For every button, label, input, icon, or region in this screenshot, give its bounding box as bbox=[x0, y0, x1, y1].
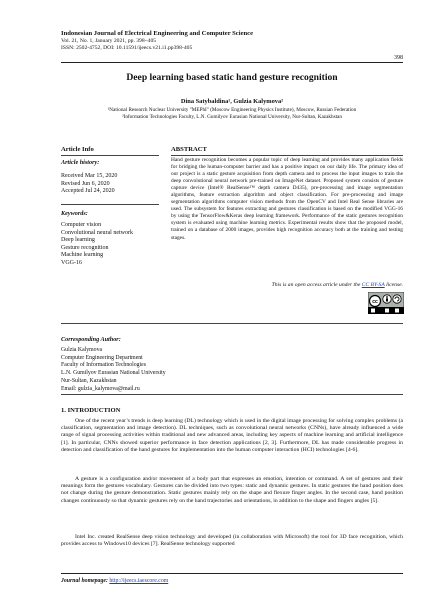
keyword-item: Convolutional neural network bbox=[61, 229, 133, 236]
corresponding-rule-bottom bbox=[61, 394, 403, 395]
homepage-label: Journal homepage bbox=[61, 578, 106, 584]
intro-paragraph-3: Intel Inc. created RealSense deep vision technology and developed (in collaboration with Microsoft) the tool for 3D face recognition, which provides access to Windows10 devices [7]. RealSense technology supported bbox=[61, 534, 403, 548]
by-icon-head bbox=[386, 296, 388, 298]
history-label: Article history: bbox=[61, 159, 100, 166]
corresponding-line: Nur-Sultan, Kazakhstan bbox=[61, 377, 117, 384]
abstract-heading: ABSTRACT bbox=[171, 146, 207, 153]
journal-footer: Journal homepage: http://ijeecs.iaescore.com bbox=[61, 578, 169, 584]
corresponding-rule-top bbox=[61, 323, 403, 324]
by-icon-body bbox=[386, 298, 388, 301]
corresponding-line: L.N. Gumilyov Eurasian National University bbox=[61, 370, 166, 377]
license-link[interactable]: CC BY-SA bbox=[361, 282, 385, 288]
corresponding-author-block bbox=[61, 336, 261, 393]
page-number: 398 bbox=[394, 55, 403, 61]
affiliation-1: ¹National Research Nuclear University "MEPhI" (Moscow Engineering Physics Institute), Moscow, Russian Federation bbox=[107, 107, 357, 113]
volume-line: Vol. 21, No. 1, January 2021, pp. 398~405 bbox=[61, 38, 157, 44]
history-list bbox=[61, 173, 159, 196]
history-rule bbox=[61, 204, 159, 205]
intro-paragraph-1: One of the recent year’s trends is deep learning (DL) technology which is used in the digital image processing for solving complex problems (a classification, segmentation and image detection). DL techniques, such as convolutional neural networks (CNNs), have already influenced a wide range of signal processing activities within traditional and new advanced areas, including key aspects of machine learning and artificial intelligence [1]. In particular, CNNs showed superior performance in face detection applications [2, 3]. Furthermore, DL has made considerable progress in detection and classification of the hand gestures for implementation into the human computer interaction (HCI) technologies [4-6]. bbox=[61, 418, 403, 453]
intro-paragraph-2: A gesture is a configuration and/or movement of a body part that expresses an emotion, intention or command. A set of gestures and their meanings form the gestures vocabulary. Gestures can be divided into two types: static and dynamic gestures. In static gestures the hand position does not change during the gesture demonstration. Static gestures mainly rely on the shape and flexure finger angles. In the second case, hand position changes continuously so that dynamic gestures rely on the hand trajectories and orientations, in addition to the shape and fingers angles [5]. bbox=[61, 476, 403, 504]
article-info-heading: Article Info bbox=[61, 146, 94, 153]
corresponding-label: Corresponding Author: bbox=[61, 336, 121, 343]
open-access-suffix: license. bbox=[384, 282, 403, 288]
badge-dot-3 bbox=[395, 309, 399, 313]
footer-rule bbox=[61, 573, 403, 574]
affiliation-2: ²Information Technologies Faculty, L.N. Gumilyov Eurasian National University, Nur-Sultan, Kazakhstan bbox=[122, 114, 342, 120]
author-list: Dina Satybaldina¹, Gulzia Kalymova² bbox=[180, 98, 284, 105]
corresponding-line: Faculty of Information Technologies bbox=[61, 362, 146, 369]
open-access-note bbox=[171, 282, 403, 288]
keyword-item: VGG-16 bbox=[61, 259, 82, 266]
cc-by-sa-badge[interactable] bbox=[368, 292, 404, 314]
paper-title: Deep learning based static hand gesture recognition bbox=[126, 72, 338, 83]
history-revised: Revised Jun 6, 2020 bbox=[61, 180, 110, 187]
header-rule bbox=[61, 62, 403, 63]
badge-dot-2 bbox=[385, 309, 389, 313]
journal-name: Indonesian Journal of Electrical Engineering and Computer Science bbox=[61, 30, 254, 37]
sa-icon bbox=[393, 295, 401, 303]
homepage-link[interactable]: http://ijeecs.iaescore.com bbox=[109, 578, 169, 584]
introduction-heading: 1. INTRODUCTION bbox=[61, 407, 121, 414]
article-info-rule bbox=[61, 155, 159, 156]
corresponding-email: Email: gulzia_kalymova@mail.ru bbox=[61, 385, 140, 392]
keyword-item: Computer vision bbox=[61, 222, 102, 228]
badge-dot-1 bbox=[371, 309, 375, 313]
cc-icon-glyph: cc bbox=[372, 299, 378, 305]
open-access-prefix: This is an open access article under the bbox=[271, 282, 362, 288]
abstract-text: Hand gesture recognition becomes a popular topic of deep learning and provides many application fields for bridging the human-computer barrier and has a positive impact on our daily life. The primary idea of our project is a static gesture acquisition from depth camera and to process the input images to train the deep convolutional neural network pre-trained on ImageNet dataset. Proposed system consists of gesture capture device (Intel® RealSense™ depth camera D435), pre-processing and image segmentation algorithms, feature extraction algorithm and object classification. For pre-processing and image segmentation algorithms computer vision methods from the OpenCV and Intel Real Sense libraries are used. The subsystem for features extracting and gestures classification is based on the modified VGG-16 by using the TensorFlow&Keras deep learning framework. Performance of the static gestures recognition system is evaluated using machine learning metrics. Experimental results show that the proposed model, trained on a database of 2000 images, provides high recognition accuracy both at the training and testing stages. bbox=[171, 157, 403, 241]
corresponding-name: Gulzia Kalymova bbox=[61, 347, 103, 353]
abstract-rule bbox=[171, 155, 403, 156]
journal-header bbox=[61, 30, 401, 52]
keyword-item: Gesture recognition bbox=[61, 244, 109, 251]
keyword-item: Machine learning bbox=[61, 252, 104, 259]
introduction-body-3 bbox=[61, 534, 403, 548]
history-accepted: Accepted Jul 24, 2020 bbox=[61, 188, 115, 195]
keyword-item: Deep learning bbox=[61, 237, 95, 244]
history-received: Received Mar 15, 2020 bbox=[61, 173, 118, 179]
introduction-body bbox=[61, 418, 403, 454]
keywords-label: Keywords: bbox=[61, 210, 88, 217]
keyword-list bbox=[61, 222, 159, 268]
issn-line: ISSN: 2502-4752, DOI: 10.11591/ijeecs.v21.i1.pp398-405 bbox=[61, 45, 193, 51]
corresponding-line: Computer Engineering Department bbox=[61, 354, 143, 361]
introduction-body-2 bbox=[61, 476, 403, 505]
